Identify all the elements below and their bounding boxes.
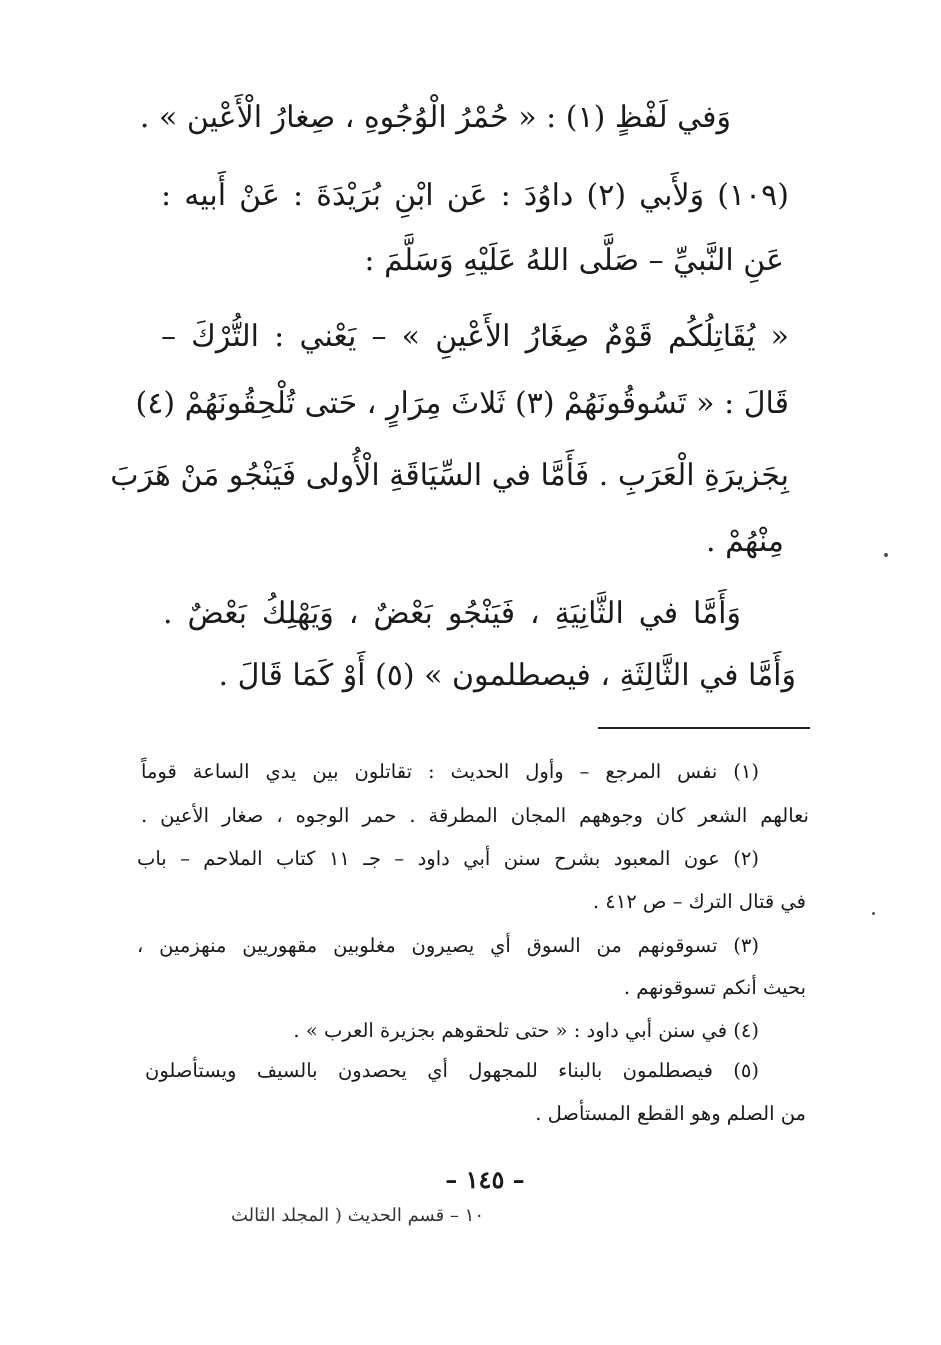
body-line-3: عَنِ النَّبيِّ – صَلَّى اللهُ عَلَيْهِ وَسَلَّمَ : [364, 243, 784, 278]
body-line-5: قَالَ : « تَسُوقُونَهُمْ (٣) ثَلاثَ مِرَارٍ ، حَتى تُلْحِقُونَهُمْ (٤) [135, 386, 789, 421]
body-line-8: وَأَمَّا في الثَّانِيَةِ ، فَيَنْجُو بَعْضٌ ، وَيَهْلِكُ بَعْضٌ . [163, 596, 741, 631]
body-line-9: وَأَمَّا في الثَّالِثَةِ ، فيصطلمون » (٥) أَوْ كَمَا قَالَ . [218, 658, 796, 693]
footnote-line-2: نعالهم الشعر كان وجوههم المجان المطرقة . حمر الوجوه ، صغار الأعين . [141, 804, 809, 827]
body-line-7: مِنْهُمْ . [706, 524, 784, 559]
footnote-line-7: (٤) في سنن أبي داود : « حتى تلحقوهم بجزيرة العرب » . [293, 1019, 759, 1042]
scan-speck [872, 912, 875, 915]
footnote-line-1: (١) نفس المرجع – وأول الحديث : تقاتلون بين يدي الساعة قوماً [141, 760, 759, 783]
footnote-line-3: (٢) عون المعبود بشرح سنن أبي داود – جـ ١١ كتاب الملاحم – باب [137, 847, 759, 870]
scan-speck [884, 553, 888, 557]
footnote-line-4: في قتال الترك – ص ٤١٢ . [592, 890, 806, 913]
body-line-1: وَفي لَفْظٍ (١) : « حُمْرُ الْوُجُوهِ ، صِغارُ الْأَعْين » . [139, 100, 731, 135]
footnote-line-5: (٣) تسوقونهم من السوق أي يصيرون مغلوبين مقهوريين منهزمين ، [137, 934, 759, 957]
footnote-line-6: بحيث أنكم تسوقونهم . [623, 976, 806, 999]
footnote-divider [598, 727, 810, 729]
body-line-6: بِجَزيرَةِ الْعَرَبِ . فَأَمَّا في السِّيَاقَةِ الْأُولى فَيَنْجُو مَنْ هَرَبَ [110, 458, 789, 493]
body-line-4: « يُقَاتِلُكُم قَوْمٌ صِغَارُ الأَعْينِ » – يَعْني : التُّرْكَ – [161, 319, 789, 354]
body-line-2: (١٠٩) وَلأَبي (٢) داوُدَ : عَن ابْنِ بُرَيْدَةَ : عَنْ أَبيه : [161, 178, 789, 213]
footnote-line-8: (٥) فيصطلمون بالبناء للمجهول أي يحصدون بالسيف ويستأصلون [145, 1059, 759, 1082]
footnote-line-9: من الصلم وهو القطع المستأصل . [535, 1102, 806, 1125]
page-number: – ١٤٥ – [445, 1165, 525, 1194]
signature-line: ١٠ – قسم الحديث ( المجلد الثالث [230, 1205, 484, 1226]
